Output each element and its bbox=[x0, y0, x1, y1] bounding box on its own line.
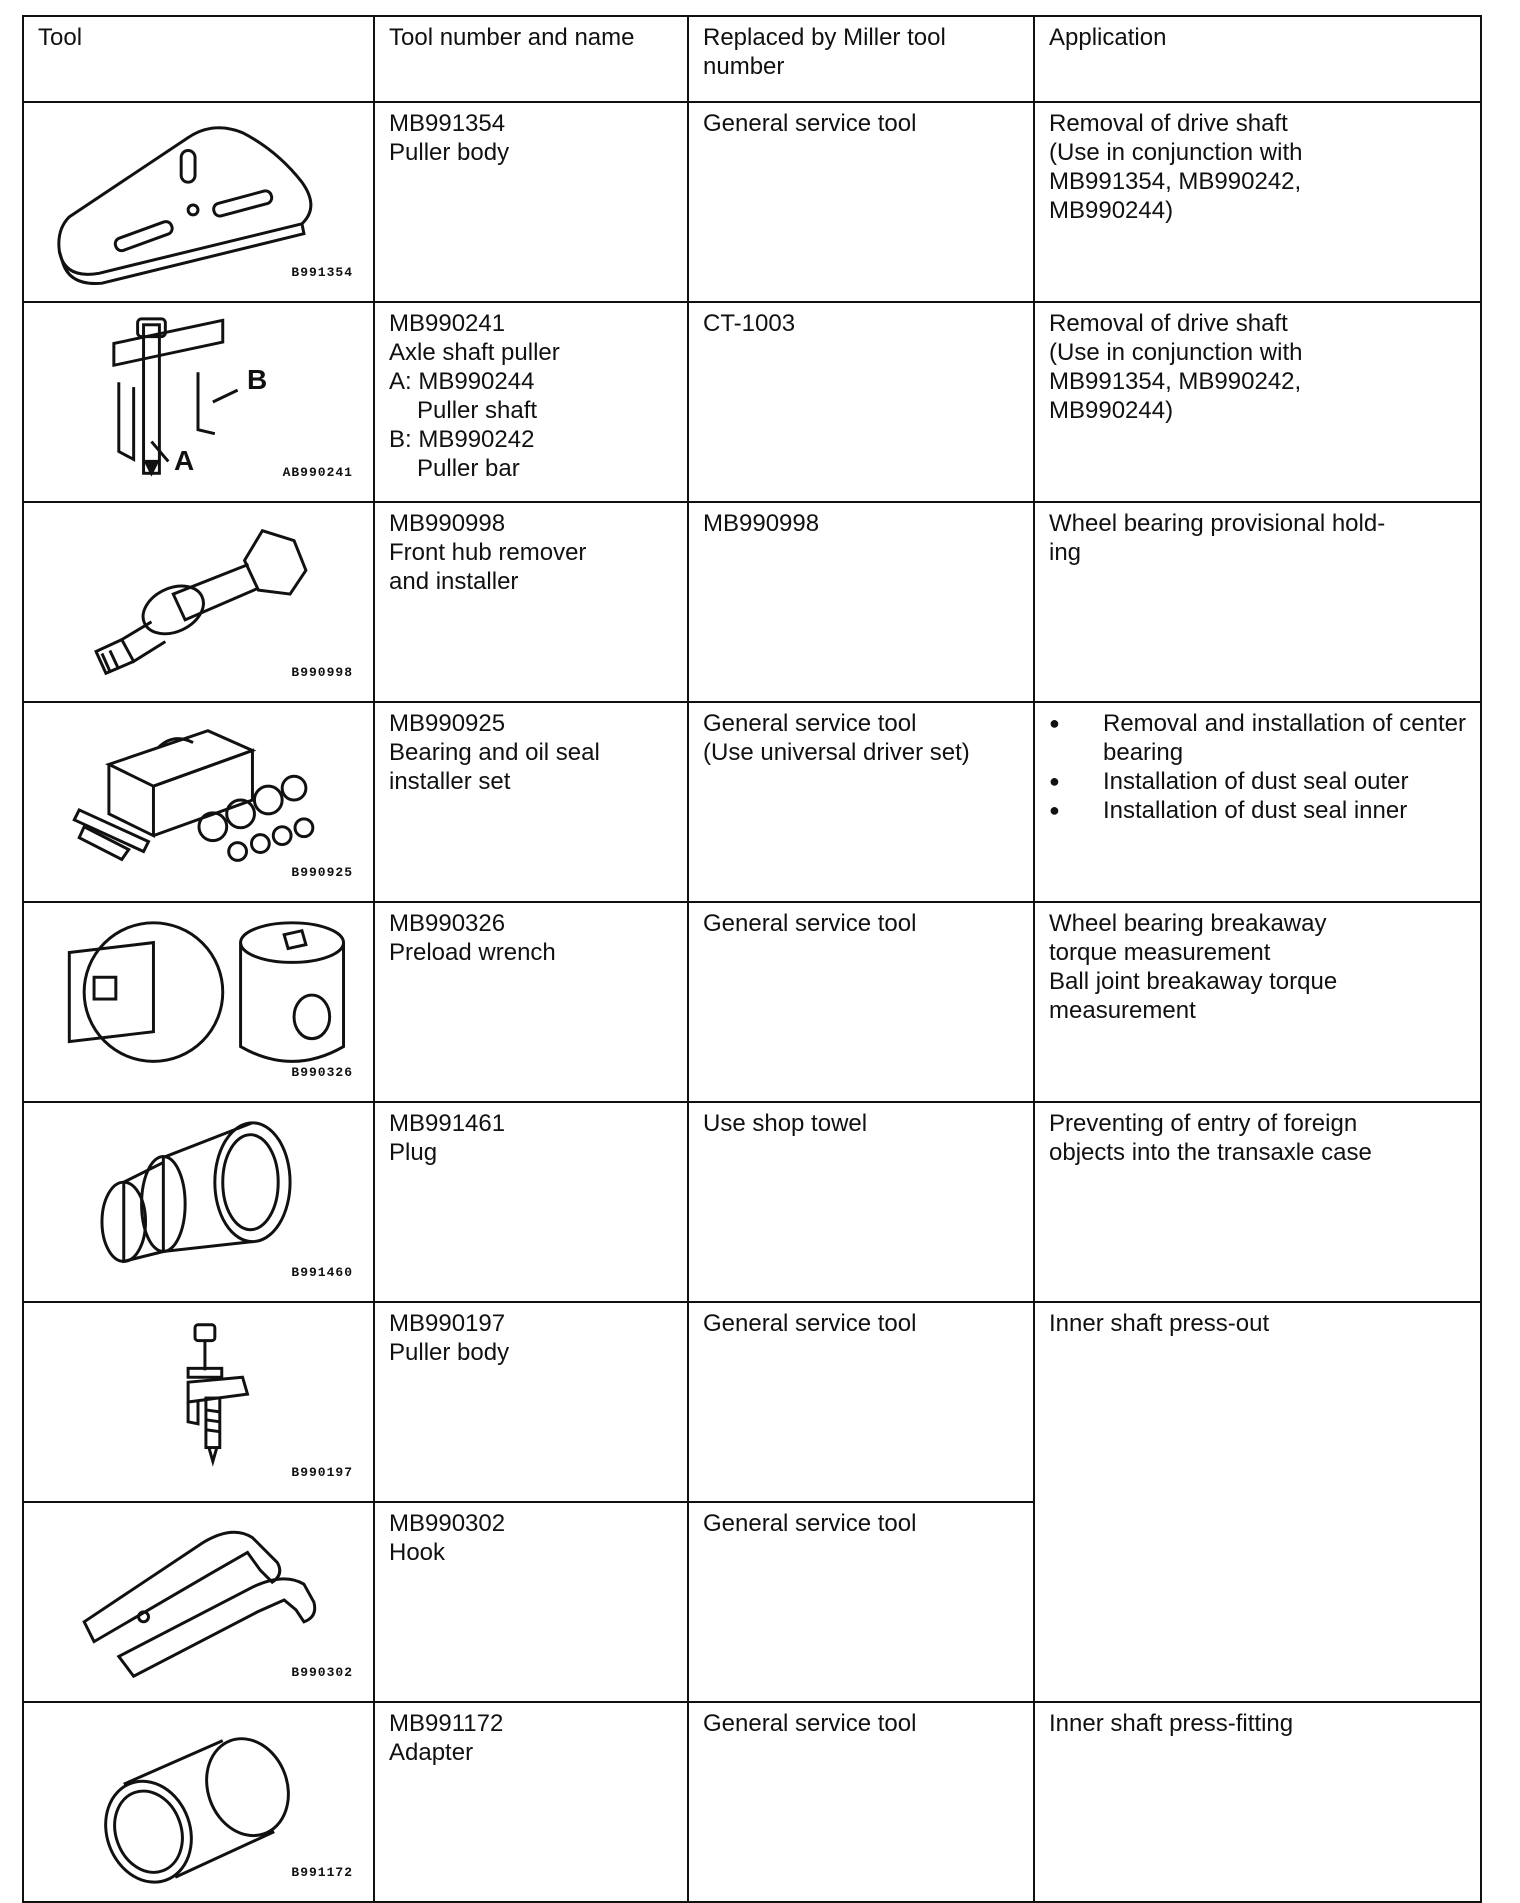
sub-tool-a-name: Puller shaft bbox=[417, 397, 538, 424]
tool-name: Preload wrench bbox=[389, 939, 556, 966]
tool-name: Axle shaft puller bbox=[389, 339, 560, 366]
tool-number: MB990302 bbox=[389, 1510, 506, 1537]
tool-image-cell bbox=[23, 702, 374, 902]
table-row bbox=[23, 1702, 1481, 1902]
replaced-by-line: General service tool bbox=[703, 710, 917, 737]
replaced-by-cell: CT-1003 bbox=[688, 302, 1034, 502]
table-row bbox=[23, 102, 1481, 302]
table-header-row bbox=[23, 16, 1481, 102]
application-line: Wheel bearing provisional hold- bbox=[1049, 510, 1386, 537]
list-item: ● Removal and installation of center bearing bbox=[1049, 709, 1466, 767]
tool-image-cell bbox=[23, 1502, 374, 1702]
tool-name: Bearing and oil seal installer set bbox=[389, 739, 600, 795]
application-line: Ball joint breakaway torque bbox=[1049, 968, 1338, 995]
replaced-by-cell: General service tool bbox=[688, 1302, 1034, 1502]
tool-number-cell bbox=[374, 902, 688, 1102]
tool-number: MB991354 bbox=[389, 110, 506, 137]
replaced-by-cell bbox=[688, 702, 1034, 902]
tool-number: MB990241 bbox=[389, 310, 506, 337]
tool-image-code: B990925 bbox=[291, 865, 353, 880]
application-cell bbox=[1034, 902, 1481, 1102]
tool-image-code: B991354 bbox=[291, 265, 353, 280]
application-cell bbox=[1034, 1702, 1481, 1902]
table-row bbox=[23, 902, 1481, 1102]
replaced-by-cell: General service tool bbox=[688, 902, 1034, 1102]
application-line: Inner shaft press-out bbox=[1049, 1310, 1270, 1337]
table-row bbox=[23, 1302, 1481, 1502]
tool-image-cell bbox=[23, 1702, 374, 1902]
tool-image-cell bbox=[23, 1302, 374, 1502]
replaced-by-cell: Use shop towel bbox=[688, 1102, 1034, 1302]
tool-image-code: B990326 bbox=[291, 1065, 353, 1080]
sub-tool-a: A: MB990244 bbox=[389, 368, 535, 395]
tool-number: MB991461 bbox=[389, 1110, 506, 1137]
application-line: ing bbox=[1049, 539, 1082, 566]
application-line: (Use in conjunction with bbox=[1049, 139, 1303, 166]
tool-number-cell bbox=[374, 1102, 688, 1302]
callout-b-label: B bbox=[247, 364, 268, 395]
tool-image-code: B990998 bbox=[291, 665, 353, 680]
tool-number-cell bbox=[374, 102, 688, 302]
tool-number-cell bbox=[374, 1702, 688, 1902]
application-line: Preventing of entry of foreign bbox=[1049, 1110, 1358, 1137]
tool-number-cell bbox=[374, 502, 688, 702]
tool-number: MB990998 bbox=[389, 510, 506, 537]
tool-number: MB990925 bbox=[389, 710, 506, 737]
tool-number: MB990197 bbox=[389, 1310, 506, 1337]
table-row bbox=[23, 502, 1481, 702]
tool-image-cell bbox=[23, 1102, 374, 1302]
tool-number: MB991172 bbox=[389, 1710, 504, 1737]
replaced-by-line: (Use universal driver set) bbox=[703, 739, 970, 766]
tool-number-cell bbox=[374, 302, 688, 502]
application-cell bbox=[1034, 702, 1481, 902]
tool-image-code: B990197 bbox=[291, 1465, 353, 1480]
callout-a-label: A bbox=[174, 445, 195, 476]
tool-image-cell bbox=[23, 102, 374, 302]
tool-image-cell bbox=[23, 302, 374, 502]
replaced-by-cell: General service tool bbox=[688, 102, 1034, 302]
tool-name: Hook bbox=[389, 1539, 446, 1566]
application-bullet-list bbox=[1049, 709, 1466, 825]
tool-image-cell bbox=[23, 502, 374, 702]
list-item: ● Installation of dust seal outer bbox=[1049, 767, 1466, 796]
application-cell bbox=[1034, 102, 1481, 302]
header-replaced-by: Replaced by Miller tool number bbox=[688, 16, 1034, 102]
replaced-by-cell: General service tool bbox=[688, 1702, 1034, 1902]
table-row bbox=[23, 1102, 1481, 1302]
tool-number-cell bbox=[374, 702, 688, 902]
sub-tool-b: B: MB990242 bbox=[389, 426, 535, 453]
tool-name: Plug bbox=[389, 1139, 438, 1166]
tool-name: Puller body bbox=[389, 139, 510, 166]
tool-name: Front hub remover and installer bbox=[389, 539, 587, 595]
table-row bbox=[23, 302, 1481, 502]
application-line: (Use in conjunction with bbox=[1049, 339, 1303, 366]
replaced-by-cell: General service tool bbox=[688, 1502, 1034, 1702]
application-line: objects into the transaxle case bbox=[1049, 1139, 1372, 1166]
tool-image-code: AB990241 bbox=[282, 465, 353, 480]
tool-name: Adapter bbox=[389, 1739, 474, 1766]
application-cell bbox=[1034, 502, 1481, 702]
application-line: Removal of drive shaft bbox=[1049, 110, 1288, 137]
replaced-by-cell: MB990998 bbox=[688, 502, 1034, 702]
special-tools-table bbox=[22, 15, 1482, 1903]
application-cell bbox=[1034, 1302, 1481, 1702]
list-item: ● Installation of dust seal inner bbox=[1049, 796, 1466, 825]
tool-number-cell bbox=[374, 1302, 688, 1502]
tool-image-code: B991460 bbox=[291, 1265, 353, 1280]
header-tool-number: Tool number and name bbox=[374, 16, 688, 102]
application-line: MB990244) bbox=[1049, 397, 1174, 424]
application-cell bbox=[1034, 302, 1481, 502]
sub-tool-b-name: Puller bar bbox=[417, 455, 520, 482]
header-application: Application bbox=[1034, 16, 1481, 102]
application-line: Inner shaft press-fitting bbox=[1049, 1710, 1294, 1737]
application-line: MB991354, MB990242, bbox=[1049, 368, 1302, 395]
header-tool: Tool bbox=[23, 16, 374, 102]
table-row bbox=[23, 702, 1481, 902]
tool-number-cell bbox=[374, 1502, 688, 1702]
application-line: MB990244) bbox=[1049, 197, 1174, 224]
application-line: Removal of drive shaft bbox=[1049, 310, 1288, 337]
tool-number: MB990326 bbox=[389, 910, 506, 937]
application-line: MB991354, MB990242, bbox=[1049, 168, 1302, 195]
tool-image-cell bbox=[23, 902, 374, 1102]
application-line: torque measurement bbox=[1049, 939, 1271, 966]
application-cell bbox=[1034, 1102, 1481, 1302]
application-line: Wheel bearing breakaway bbox=[1049, 910, 1327, 937]
application-line: measurement bbox=[1049, 997, 1196, 1024]
tool-image-code: B990302 bbox=[291, 1665, 353, 1680]
tool-image-code: B991172 bbox=[291, 1865, 353, 1880]
tool-name: Puller body bbox=[389, 1339, 510, 1366]
